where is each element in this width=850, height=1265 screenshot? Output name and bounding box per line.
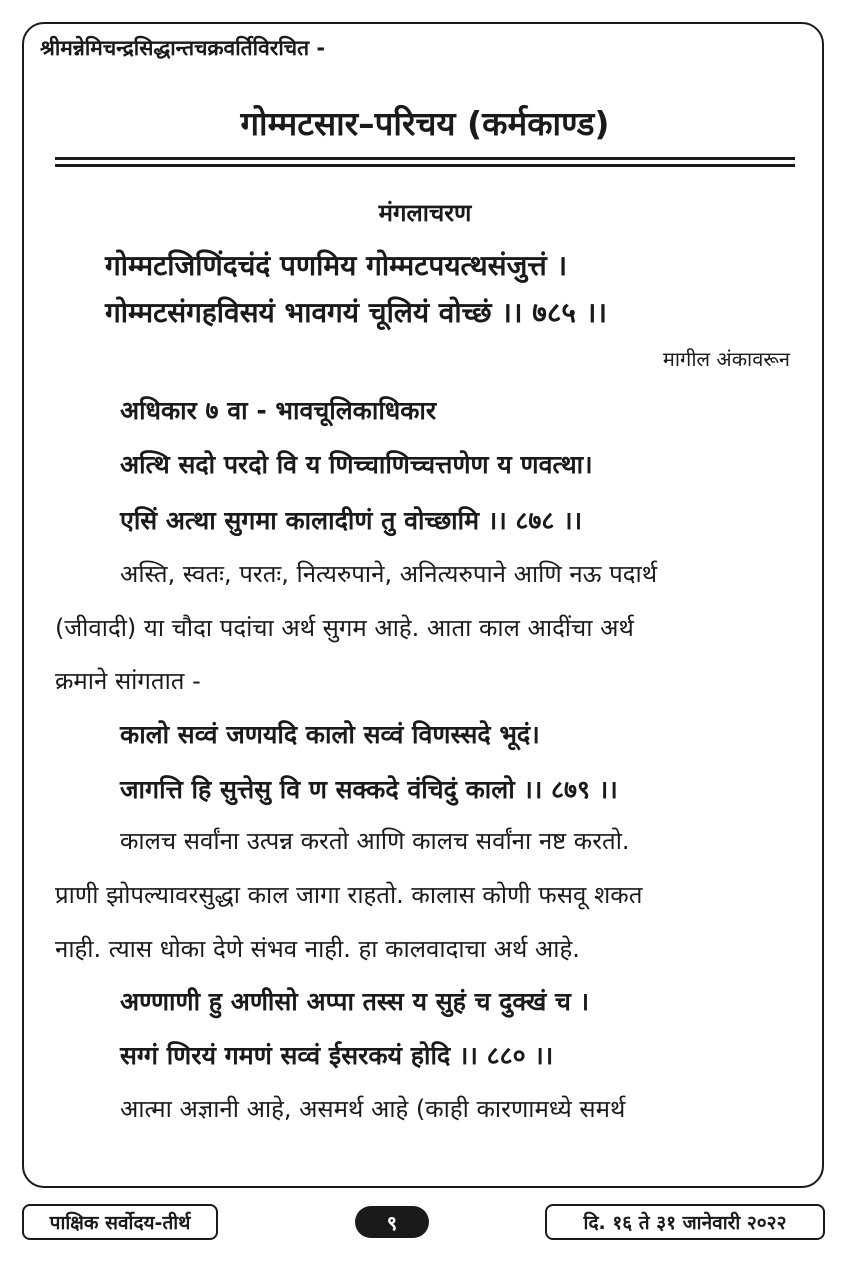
para-3-line-1: आत्मा अज्ञानी आहे, असमर्थ आहे (काही कारणामध्ये समर्थ [120,1095,626,1123]
verse-878-line-2: एसिं अत्था सुगमा कालादीणं तु वोच्छामि ।। ८७८ ।। [120,506,583,535]
para-2-line-2: प्राणी झोपल्यावरसुद्धा काल जागा राहतो. कालास कोणी फसवू शकत [55,881,643,909]
author-line: श्रीमन्नेमिचन्द्रसिद्धान्तचक्रवर्तिविरचित - [40,36,326,60]
publication-name: पाक्षिक सर्वोदय-तीर्थ [22,1204,218,1240]
title-rule-bottom [55,164,795,167]
title-rule-top [55,157,795,160]
verse-878-line-1: अत्थि सदो परदो वि य णिच्चाणिच्चत्तणेण य णवत्था। [120,450,593,479]
page-title: गोम्मटसार–परिचय (कर्मकाण्ड) [240,104,610,143]
verse-880-line-1: अण्णाणी हु अणीसो अप्पा तस्स य सुहं च दुक्खं च । [120,987,590,1016]
page-number: ९ [355,1206,429,1238]
issue-date: दि. १६ ते ३१ जानेवारी २०२२ [545,1204,825,1240]
para-2-line-3: नाही. त्यास धोका देणे संभव नाही. हा कालवादाचा अर्थ आहे. [55,935,580,963]
verse-880-line-2: सग्गं णिरयं गमणं सव्वं ईसरकयं होदि ।। ८८० ।। [120,1041,554,1070]
verse-879-line-1: कालो सव्वं जणयदि कालो सव्वं विणस्सदे भूदं। [120,720,540,749]
mangal-verse-line-1: गोम्मटजिणिंदचंदं पणमिय गोम्मटपयत्थसंजुत्तं । [105,249,568,282]
para-1-line-2: (जीवादी) या चौदा पदांचा अर्थ सुगम आहे. आता काल आदींचा अर्थ [55,614,634,642]
mangal-verse-line-2: गोम्मटसंगहविसयं भावगयं चूलियं वोच्छं ।। ७८५ ।। [105,296,607,329]
section-heading: मंगलाचरण [378,199,472,227]
continued-note: मागील अंकावरून [662,347,790,371]
verse-879-line-2: जागत्ति हि सुत्तेसु वि ण सक्कदे वंचिदुं कालो ।। ८७९ ।। [120,775,618,804]
para-1-line-1: अस्ति, स्वतः, परतः, नित्यरुपाने, अनित्यरुपाने आणि नऊ पदार्थ [120,560,658,588]
para-2-line-1: कालच सर्वांना उत्पन्न करतो आणि कालच सर्वांना नष्ट करतो. [120,827,630,855]
chapter-title: अधिकार ७ वा - भावचूलिकाधिकार [120,396,437,425]
para-1-line-3: क्रमाने सांगतात - [55,667,201,695]
